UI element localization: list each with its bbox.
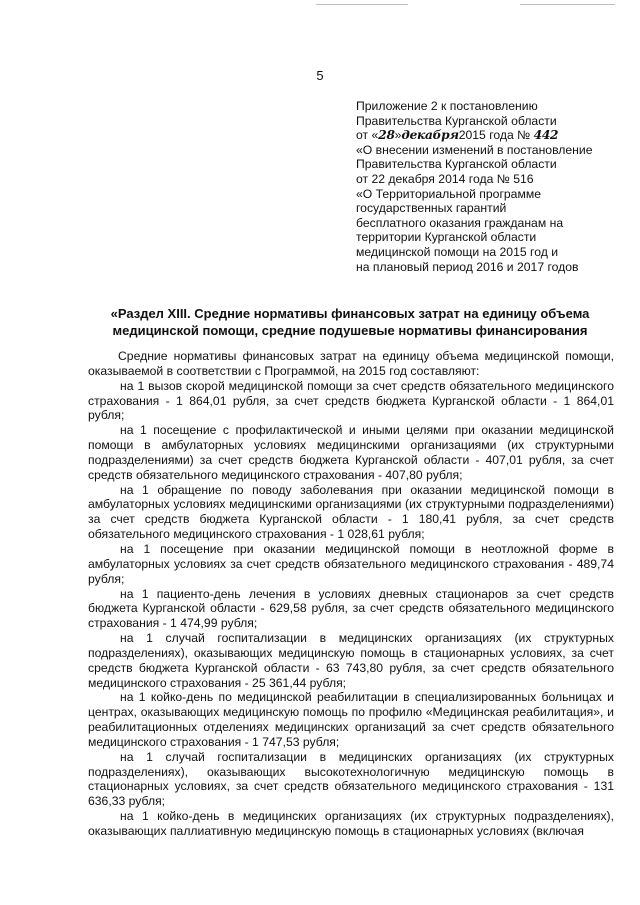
handwritten-day: 28: [378, 128, 395, 143]
scan-artifact: [316, 4, 408, 5]
section-title: [80, 305, 620, 339]
appendix-date-line: [356, 128, 626, 143]
paragraph: на 1 обращение по поводу заболевания при оказании медицинской помощи в амбулаторных условиях медицинскими организациями (их структурными подразделениями) за счет средств бюджета Курганской области - 1 180,41 рубля, за счет средств обязательного медицинского страхования - 1 028,61 рубля;: [88, 482, 614, 542]
appendix-line: «О внесении изменений в постановление: [356, 142, 593, 157]
appendix-line: Правительства Курганской области: [356, 157, 557, 172]
date-year: 2015 года №: [458, 128, 531, 143]
appendix-line: на плановый период 2016 и 2017 годов: [356, 259, 579, 274]
handwritten-month: декабря: [401, 128, 459, 143]
appendix-line: бесплатного оказания гражданам на: [356, 215, 564, 230]
paragraph: на 1 посещение при оказании медицинской помощи в неотложной форме в амбулаторных условиях за счет средств обязательного медицинского страхования - 489,74 рубля;: [88, 541, 614, 586]
paragraph: на 1 случай госпитализации в медицинских организациях (их структурных подразделениях), оказывающих высокотехнологичную медицинскую помощь в стационарных условиях, за счет средств обязательного медицинского страхования - 131 636,33 рубля;: [88, 749, 614, 809]
scan-artifact: [520, 4, 615, 5]
date-mid: »: [394, 128, 402, 143]
appendix-line: государственных гарантий: [356, 201, 507, 216]
appendix-line: медицинской помощи на 2015 год и: [356, 244, 559, 259]
document-body: [88, 349, 614, 839]
appendix-line: территории Курганской области: [356, 230, 537, 245]
page-number: 5: [316, 68, 324, 83]
appendix-line: «О Территориальной программе: [356, 186, 541, 201]
appendix-line: Приложение 2 к постановлению: [356, 99, 538, 113]
paragraph: на 1 посещение с профилактической и иными целями при оказании медицинской помощи в амбулаторных условиях медицинскими организациями (их структурными подразделениями) за счет средств бюджета Курганской области - 407,01 рубля, за счет средств обязательного медицинского страхования - 407,80 рубля;: [88, 423, 614, 482]
appendix-line: от 22 декабря 2014 года № 516: [356, 171, 534, 186]
section-title-line: медицинской помощи, средние подушевые нормативы финансирования: [112, 323, 588, 338]
paragraph: на 1 койко-день в медицинских организациях (их структурных подразделениях), оказывающих паллиативную медицинскую помощь в стационарных условиях (включая: [88, 809, 614, 838]
section-title-line: «Раздел XIII. Средние нормативы финансовых затрат на единицу объема: [110, 306, 590, 321]
date-prefix: от «: [356, 128, 379, 143]
paragraph: на 1 вызов скорой медицинской помощи за счет средств обязательного медицинского страхования - 1 864,01 рубля, за счет средств бюджета Курганской области - 1 864,01 рубля;: [88, 378, 614, 423]
appendix-header: [356, 99, 626, 274]
paragraph: на 1 случай госпитализации в медицинских организациях (их структурных подразделениях), оказывающих медицинскую помощь в стационарных условиях, за счет средств бюджета Курганской области - 63 743,80 рубля, за счет средств обязательного медицинского страхования - 25 361,44 рубля;: [88, 631, 614, 690]
paragraph: на 1 пациенто-день лечения в условиях дневных стационаров за счет средств бюджета Курганской области - 629,58 рубля, за счет средств обязательного медицинского страхования - 1 474,99 рубля;: [88, 586, 614, 631]
paragraph: Средние нормативы финансовых затрат на единицу объема медицинской помощи, оказываемой в соответствии с Программой, на 2015 год составляют:: [88, 349, 614, 378]
paragraph: на 1 койко-день по медицинской реабилитации в специализированных больницах и центрах, оказывающих медицинскую помощь по профилю «Медицинская реабилитация», и реабилитационных отделениях медицинских организаций за счет средств обязательного медицинского страхования - 1 747,53 рубля;: [88, 690, 614, 749]
appendix-line: Правительства Курганской области: [356, 113, 557, 128]
handwritten-number: 442: [533, 128, 559, 143]
